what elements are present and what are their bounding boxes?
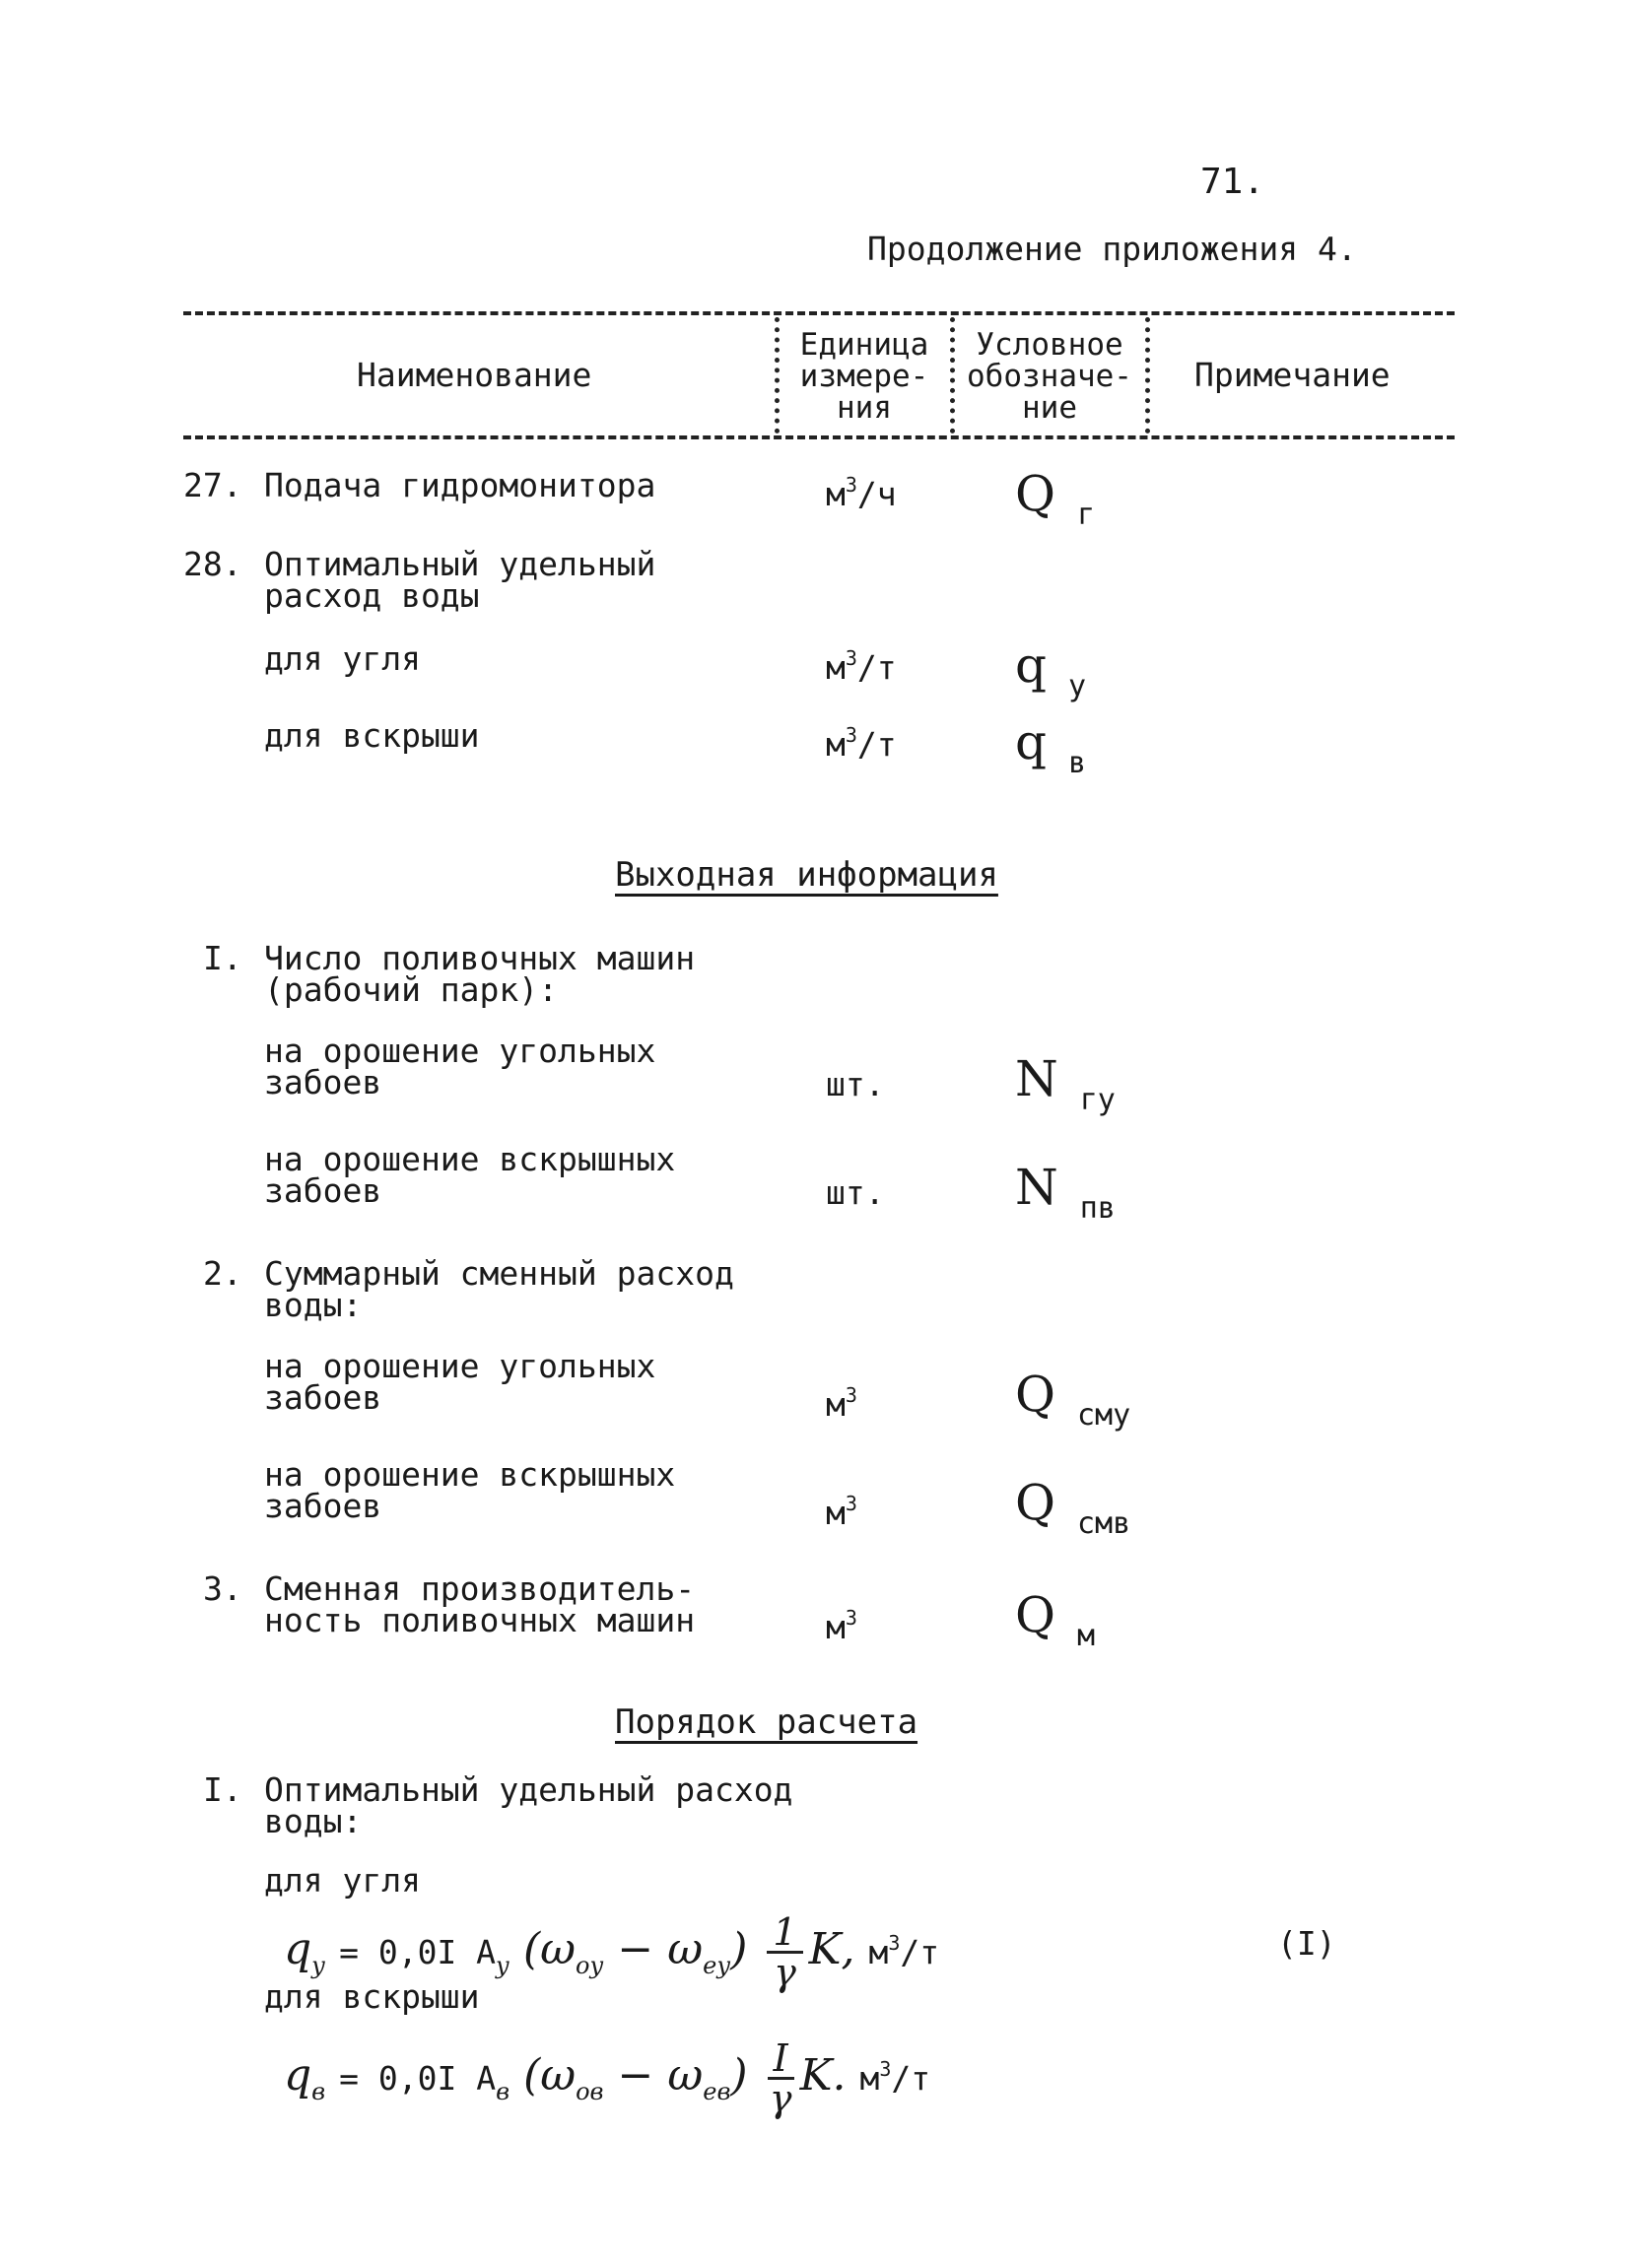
item-name-line1: на орошение угольных xyxy=(264,1032,656,1070)
column-divider-3 xyxy=(1145,317,1150,434)
continuation-note: Продолжение приложения 4. xyxy=(867,230,1357,268)
item-number: 27. xyxy=(183,466,242,504)
formula-coal: $q_у = 0,0I$ $A_у$ $(\omega_{оу} - \omega_{еу})$ $\frac{1}{\gamma}$ K, $м^3/т$ xyxy=(284,1910,940,1994)
item-name-line2: забоев xyxy=(264,1063,382,1101)
unit-cell: $м^3$ xyxy=(826,1492,857,1532)
item-number: I. xyxy=(203,939,242,977)
page-number: 71. xyxy=(1200,162,1265,202)
coal-label: для угля xyxy=(264,1861,421,1900)
item-number: 28. xyxy=(183,545,242,583)
header-unit-line3: ния xyxy=(837,390,892,426)
table-top-rule xyxy=(183,311,1455,315)
symbol-cell: q $_в$ xyxy=(1015,713,1087,780)
symbol-cell: Q $_г$ xyxy=(1015,465,1096,532)
header-unit-line1: Единица xyxy=(799,327,929,363)
symbol-cell: N $_{пв}$ xyxy=(1015,1159,1116,1226)
fraction: $\frac{1}{\gamma}$ xyxy=(767,1913,802,1991)
equation-number: (I) xyxy=(1277,1924,1336,1963)
item-number: 3. xyxy=(203,1569,242,1608)
header-symbol-line2: обозначе- xyxy=(967,359,1132,394)
symbol-cell: N $_{гу}$ xyxy=(1015,1050,1116,1117)
item-name-line1: на орошение угольных xyxy=(264,1347,656,1385)
symbol-cell: Q $_{смв}$ xyxy=(1015,1474,1131,1541)
unit-cell: $м^3$ xyxy=(826,1383,857,1424)
unit-cell: шт. xyxy=(826,1065,885,1103)
item-name-line2: забоев xyxy=(264,1487,382,1525)
item-name-line1: на орошение вскрышных xyxy=(264,1140,676,1178)
item-name-line1: Оптимальный удельный расход xyxy=(264,1770,793,1809)
item-number: I. xyxy=(203,1770,242,1809)
fraction: $\frac{I}{\gamma}$ xyxy=(768,2039,794,2117)
symbol-cell: q $_у$ xyxy=(1015,636,1087,703)
unit-cell: $м^3/ч$ xyxy=(826,473,897,513)
item-name-line2: ность поливочных машин xyxy=(264,1601,696,1639)
item-name-line1: на орошение вскрышных xyxy=(264,1455,676,1494)
item-name-line1: Сменная производитель- xyxy=(264,1569,696,1608)
header-note: Примечание xyxy=(1194,356,1391,394)
symbol-cell: Q $_м$ xyxy=(1015,1586,1096,1653)
item-number: 2. xyxy=(203,1254,242,1293)
unit-cell: $м^3$ xyxy=(826,1606,857,1646)
unit-cell: шт. xyxy=(826,1173,885,1212)
column-divider-2 xyxy=(950,317,955,434)
item-name-line2: расход воды xyxy=(264,576,480,615)
symbol-cell: Q $_{сму}$ xyxy=(1015,1366,1131,1433)
unit-cell: $м^3/т$ xyxy=(826,646,897,687)
unit-cell: $м^3/т$ xyxy=(826,723,897,764)
column-divider-1 xyxy=(775,317,780,434)
header-symbol-line3: ние xyxy=(1022,390,1077,426)
header-name: Наименование xyxy=(357,356,592,394)
output-heading: Выходная информация xyxy=(615,855,998,895)
formula-overburden: $q_в = 0,0I$ $A_в$ $(\omega_{ов} - \omega_{ев})$ $\frac{I}{\gamma}$ K. $м^3/т$ xyxy=(284,2036,931,2120)
item-name-line1: Суммарный сменный расход xyxy=(264,1254,734,1293)
item-name-line2: забоев xyxy=(264,1171,382,1210)
item-name-line1: Оптимальный удельный xyxy=(264,545,656,583)
item-name-line1: Число поливочных машин xyxy=(264,939,696,977)
header-symbol-line1: Условное xyxy=(976,327,1123,363)
item-name: Подача гидромонитора xyxy=(264,466,656,504)
table-header-rule xyxy=(183,435,1455,439)
item-name-line2: воды: xyxy=(264,1286,363,1324)
item-name-line2: (рабочий парк): xyxy=(264,970,559,1009)
overburden-label: для вскрыши xyxy=(264,1977,480,2016)
calc-heading: Порядок расчета xyxy=(615,1702,918,1742)
header-unit-line2: измере- xyxy=(799,359,929,394)
item-name-line2: забоев xyxy=(264,1378,382,1417)
item-name: для угля xyxy=(264,639,421,678)
item-name-line2: воды: xyxy=(264,1802,363,1840)
item-name: для вскрыши xyxy=(264,716,480,755)
